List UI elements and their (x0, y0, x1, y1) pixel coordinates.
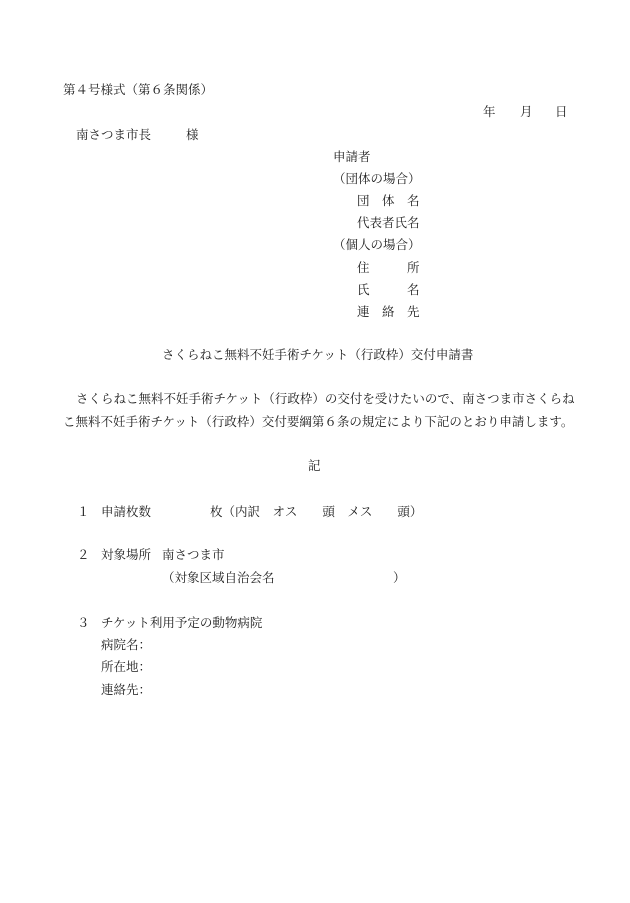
item-1-number: １ (77, 504, 90, 519)
body-line-1: さくらねこ無料不妊手術チケット（行政枠）の交付を受けたいので、南さつま市さくらね (76, 391, 575, 406)
item-2-value: 南さつま市 (162, 547, 225, 562)
item-2-subarea-close: ） (393, 570, 406, 585)
ki-heading: 記 (308, 458, 321, 473)
date-month-label: 月 (520, 104, 533, 119)
addressee-honorific: 様 (186, 127, 199, 142)
date-year-label: 年 (483, 104, 496, 119)
body-line-2: こ無料不妊手術チケット（行政枠）交付要綱第６条の規定により下記のとおり申請します。 (63, 414, 574, 429)
item-1-label: 申請枚数 (101, 504, 152, 519)
applicant-representative: 代表者氏名 (357, 215, 420, 230)
addressee-name: 南さつま市長 (76, 127, 152, 142)
item-3-label: チケット利用予定の動物病院 (101, 615, 263, 630)
item-2-subarea-open: （対象区域自治会名 (162, 570, 275, 585)
item-2-label: 対象場所 (101, 547, 152, 562)
applicant-group-name: 団 体 名 (357, 193, 420, 208)
applicant-address: 住 所 (357, 260, 420, 275)
form-number: 第４号様式（第６条関係） (63, 82, 214, 97)
item-3-hospital-location: 所在地： (101, 659, 152, 674)
applicant-group-case: （団体の場合） (333, 171, 421, 186)
item-1-detail: 枚（内訳 オス 頭 メス 頭） (210, 504, 423, 519)
document-title: さくらねこ無料不妊手術チケット（行政枠）交付申請書 (162, 347, 474, 362)
applicant-contact: 連 絡 先 (357, 304, 420, 319)
applicant-heading: 申請者 (333, 149, 371, 164)
date-day-label: 日 (555, 104, 568, 119)
applicant-name: 氏 名 (357, 282, 420, 297)
item-3-number: ３ (77, 615, 90, 630)
item-3-hospital-name: 病院名： (101, 637, 152, 652)
applicant-individual-case: （個人の場合） (333, 237, 421, 252)
item-3-hospital-contact: 連絡先： (101, 682, 152, 697)
item-2-number: ２ (77, 547, 90, 562)
